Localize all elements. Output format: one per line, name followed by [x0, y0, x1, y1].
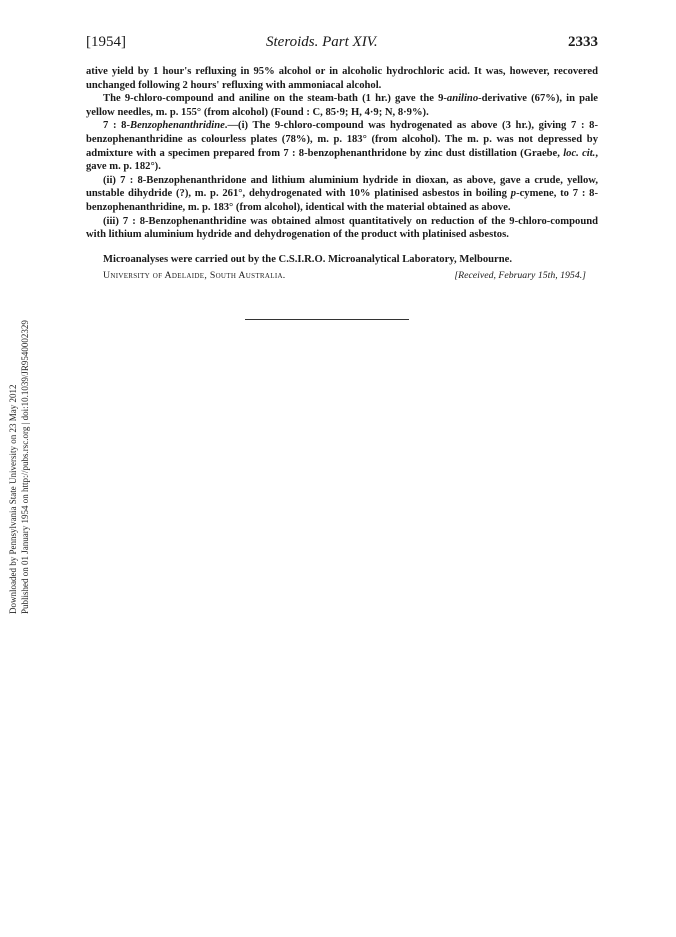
- text-run: The 9-chloro-compound and aniline on the steam-bath (1 hr.) gave the 9-: [103, 93, 447, 105]
- publication-notice: Published on 01 January 1954 on http://pubs.rsc.org | doi:10.1039/JR9540002329: [20, 320, 30, 614]
- text-run: 7 : 8-: [103, 120, 130, 132]
- header-title: Steroids. Part XIV.: [266, 34, 378, 50]
- italic-prefix: p: [510, 188, 517, 200]
- download-notice: Downloaded by Pennsylvania State University on 23 May 2012: [8, 384, 18, 614]
- text-run: , gave m. p. 182°).: [86, 147, 598, 173]
- italic-term: Benzophenanthridine: [130, 120, 225, 132]
- paragraph-continuation: ative yield by 1 hour's refluxing in 95% alcohol or in alcoholic hydrochloric acid. It was, however, recovered unchanged following 2 hours' refluxing with ammoniacal alcohol.: [86, 66, 598, 91]
- received-date: [Received, February 15th, 1954.]: [454, 270, 586, 282]
- affiliation: University of Adelaide, South Australia.: [103, 270, 286, 282]
- text-run: -cymene, to 7 : 8-benzophenanthridine, m. p. 183° (from alcohol), identical with the material obtained as above.: [86, 188, 598, 213]
- header-year: [1954]: [86, 34, 126, 50]
- italic-term: anilino: [446, 93, 479, 105]
- article-body: [86, 65, 598, 283]
- text-run: (ii) 7 : 8-Benzophenanthridone and lithium aluminium hydride in dioxan, as above, gave a crude, yellow, unstable dihydride (?), m. p. 261°, dehydrogenated with 10% platinised asbestos in boiling: [86, 174, 598, 200]
- affiliation-line: [86, 269, 598, 283]
- page-number: 2333: [568, 34, 598, 50]
- italic-citation: loc. cit.: [563, 147, 596, 159]
- running-header: [86, 34, 598, 54]
- paragraph-benzophenanthridine: [86, 119, 598, 173]
- paragraph-method-iii: (iii) 7 : 8-Benzophenanthridine was obtained almost quantitatively on reduction of the 9-chloro-compound with lithium aluminium hydride and dehydrogenation of the product with platinised asbestos.: [86, 215, 598, 241]
- text-run: .—(i) The 9-chloro-compound was hydrogenated as above (3 hr.), giving 7 : 8-benzophenanthridine as colourless plates (78%), m. p. 183° (from alcohol). The m. p. was not depressed by admixture with a specimen prepared from 7 : 8-benzophenanthridone by zinc dust distillation (Graebe,: [86, 120, 598, 159]
- paragraph-method-ii: [86, 174, 598, 215]
- acknowledgement: Microanalyses were carried out by the C.S.I.R.O. Microanalytical Laboratory, Melbourne.: [103, 253, 512, 265]
- end-rule: [245, 319, 409, 320]
- text-run: -derivative (67%), in pale yellow needles, m. p. 155° (from alcohol) (Found : C, 85·9; H, 4·9; N, 8·9%).: [86, 93, 599, 118]
- paragraph-anilino: [86, 92, 598, 119]
